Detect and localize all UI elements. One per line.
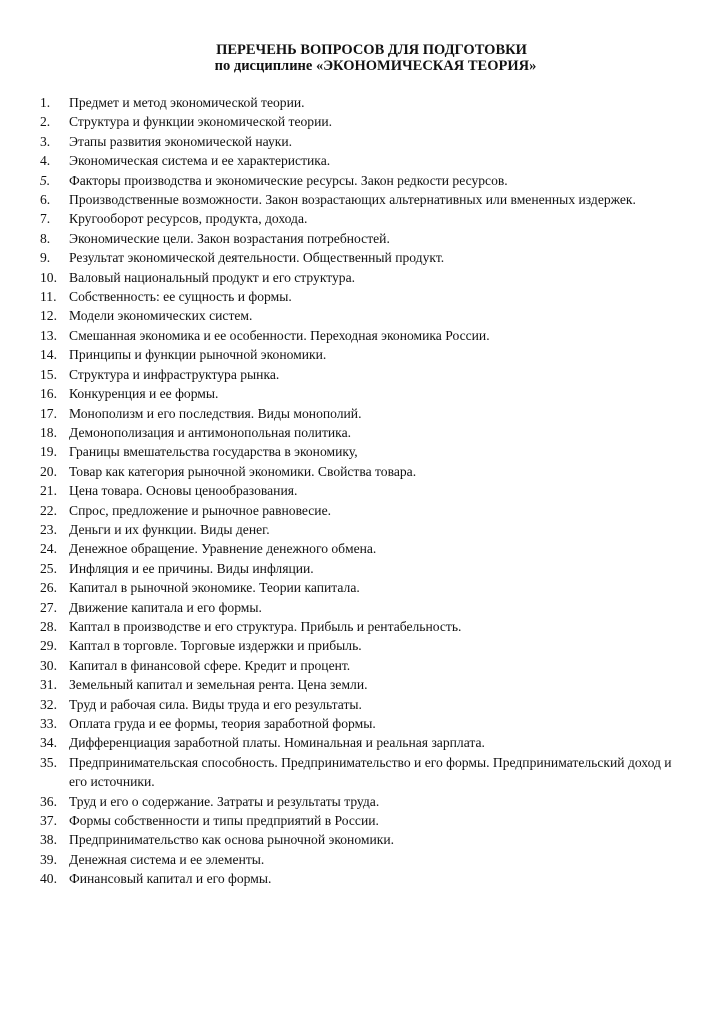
question-text: Деньги и их функции. Виды денег. <box>69 521 270 537</box>
question-item <box>0 365 689 384</box>
question-number: 20. <box>40 463 57 479</box>
question-number: 7. <box>40 211 51 227</box>
question-item <box>0 306 689 325</box>
question-text: Кругооборот ресурсов, продукта, дохода. <box>69 211 308 227</box>
document-subtitle: по дисциплине «ЭКОНОМИЧЕСКАЯ ТЕОРИЯ» <box>214 58 537 74</box>
question-number: 26. <box>40 580 57 596</box>
question-number: 39. <box>40 851 57 867</box>
question-item <box>0 171 689 190</box>
question-list <box>0 93 689 889</box>
question-text: Смешанная экономика и ее особенности. Переходная экономика России. <box>69 327 490 343</box>
question-text: Капитал в финансовой сфере. Кредит и процент. <box>69 657 351 673</box>
question-text: Структура и инфраструктура рынка. <box>69 366 280 382</box>
question-number: 38. <box>40 832 57 848</box>
question-text: Предмет и метод экономической теории. <box>69 95 305 110</box>
question-text: Товар как категория рыночной экономики. Свойства товара. <box>69 463 417 479</box>
question-text: Предпринимательство как основа рыночной экономики. <box>69 832 395 848</box>
question-text: Цена товара. Основы ценообразования. <box>69 483 298 499</box>
question-item <box>0 617 689 636</box>
question-item <box>0 792 689 811</box>
question-number: 29. <box>40 638 57 654</box>
question-number: 22. <box>40 502 57 518</box>
question-number: 23. <box>40 521 57 537</box>
question-item <box>0 248 689 267</box>
question-text: Финансовый капитал и его формы. <box>69 871 272 887</box>
question-number: 33. <box>40 716 57 731</box>
question-item <box>0 869 689 888</box>
question-item <box>0 345 689 364</box>
question-text: Земельный капитал и земельная рента. Цена земли. <box>69 677 368 693</box>
question-number: 37. <box>40 813 57 829</box>
question-item <box>0 462 689 481</box>
question-item <box>0 151 689 170</box>
question-text: Структура и функции экономической теории. <box>69 114 333 130</box>
question-text: Дифференциация заработной платы. Номинальная и реальная зарплата. <box>69 735 485 751</box>
question-item <box>0 578 689 597</box>
question-item <box>0 520 689 539</box>
question-number: 21. <box>40 483 57 499</box>
question-item <box>0 404 689 423</box>
question-text: Этапы развития экономической науки. <box>69 133 293 149</box>
document-title: ПЕРЕЧЕНЬ ВОПРОСОВ ДЛЯ ПОДГОТОВКИ <box>216 42 527 58</box>
question-number: 31. <box>40 677 57 693</box>
question-text: Труд и рабочая сила. Виды труда и его результаты. <box>69 696 362 712</box>
question-item <box>0 501 689 520</box>
question-number: 10. <box>40 269 57 285</box>
question-item <box>0 423 689 442</box>
question-item <box>0 481 689 500</box>
question-text: Капитал в рыночной экономике. Теории капитала. <box>69 580 360 596</box>
question-number: 17. <box>40 405 57 421</box>
question-text: Модели экономических систем. <box>69 308 253 324</box>
question-text: Производственные возможности. Закон возрастающих альтернативных или вмененных издержек. <box>69 192 636 208</box>
question-item <box>0 539 689 558</box>
question-number: 2. <box>40 114 51 130</box>
question-item <box>0 753 689 792</box>
question-number: 14. <box>40 347 57 363</box>
question-text: Движение капитала и его формы. <box>69 599 262 615</box>
question-number: 25. <box>40 560 57 576</box>
question-number: 24. <box>40 541 57 557</box>
question-item <box>0 229 689 248</box>
question-number: 5. <box>40 172 51 188</box>
question-number: 34. <box>40 735 57 751</box>
question-item <box>0 598 689 617</box>
question-item <box>0 93 689 112</box>
question-number: 11. <box>40 289 57 305</box>
question-number: 9. <box>40 250 51 266</box>
question-item <box>0 287 689 306</box>
question-text: Оплата груда и ее формы, теория заработной формы. <box>69 716 376 731</box>
question-number: 18. <box>40 424 57 440</box>
question-number: 6. <box>40 192 51 208</box>
question-number: 36. <box>40 793 57 809</box>
question-number: 3. <box>40 133 51 149</box>
question-text: Монополизм и его последствия. Виды монополий. <box>69 405 362 421</box>
question-number: 13. <box>40 327 57 343</box>
question-item <box>0 675 689 694</box>
question-text: Спрос, предложение и рыночное равновесие. <box>69 502 332 518</box>
question-text: Предпринимательская способность. Предпринимательство и его формы. Предпринимательский доход и его источники. <box>69 754 672 790</box>
question-item <box>0 733 689 752</box>
question-number: 16. <box>40 386 57 402</box>
question-text: Денежная система и ее элементы. <box>69 851 265 867</box>
question-item <box>0 209 689 228</box>
question-number: 30. <box>40 657 57 673</box>
question-text: Экономические цели. Закон возрастания потребностей. <box>69 230 390 246</box>
question-number: 4. <box>40 153 51 169</box>
question-text: Валовый национальный продукт и его структура. <box>69 269 356 285</box>
question-item <box>0 850 689 869</box>
question-text: Экономическая система и ее характеристика. <box>69 153 331 169</box>
question-item <box>0 442 689 461</box>
question-item <box>0 112 689 131</box>
question-number: 8. <box>40 230 51 246</box>
question-item <box>0 268 689 287</box>
question-item <box>0 830 689 849</box>
question-item <box>0 714 689 733</box>
question-text: Конкуренция и ее формы. <box>69 386 219 402</box>
question-text: Границы вмешательства государства в экономику, <box>69 444 358 460</box>
question-text: Формы собственности и типы предприятий в России. <box>69 813 379 829</box>
question-number: 27. <box>40 599 57 615</box>
question-number: 40. <box>40 871 57 887</box>
question-text: Труд и его о содержание. Затраты и результаты труда. <box>69 793 380 809</box>
question-item <box>0 656 689 675</box>
document-header <box>0 42 725 74</box>
question-text: Каптал в торговле. Торговые издержки и прибыль. <box>69 638 362 654</box>
question-text: Денежное обращение. Уравнение денежного обмена. <box>69 541 377 557</box>
question-number: 15. <box>40 366 57 382</box>
question-number: 28. <box>40 618 57 634</box>
question-text: Факторы производства и экономические ресурсы. Закон редкости ресурсов. <box>69 172 508 188</box>
question-item <box>0 636 689 655</box>
question-number: 12. <box>40 308 57 324</box>
question-item <box>0 695 689 714</box>
question-item <box>0 132 689 151</box>
question-number: 32. <box>40 696 57 712</box>
question-item <box>0 384 689 403</box>
question-text: Результат экономической деятельности. Общественный продукт. <box>69 250 445 266</box>
question-text: Принципы и функции рыночной экономики. <box>69 347 327 363</box>
question-number: 19. <box>40 444 57 460</box>
question-item <box>0 559 689 578</box>
question-item <box>0 190 689 209</box>
question-number: 35. <box>40 754 57 770</box>
question-text: Демонополизация и антимонопольная политика. <box>69 424 351 440</box>
question-text: Инфляция и ее причины. Виды инфляции. <box>69 560 314 576</box>
question-text: Каптал в производстве и его структура. Прибыль и рентабельность. <box>69 618 462 634</box>
question-number: 1. <box>40 95 51 110</box>
question-item <box>0 811 689 830</box>
question-item <box>0 326 689 345</box>
question-text: Собственность: ее сущность и формы. <box>69 289 292 305</box>
